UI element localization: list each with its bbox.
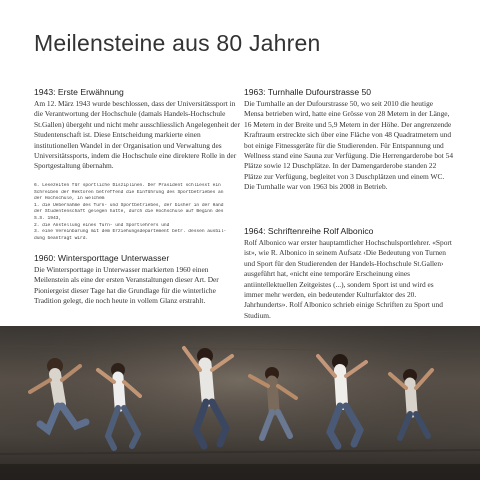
section-1943-erwaehnung: [34, 87, 240, 172]
section-body: Die Wintersporttage in Unterwasser markierten 1960 einen Meilenstein als eine der ersten Veranstaltungen dieser Art. Der Pioniergeist dieser Tage hat die Grundlage für die winterliche Tradition gelegt, die noch heute in vollem Glanz erstrahlt.: [34, 265, 219, 306]
typewriter-line: S.S. 1943,: [34, 215, 62, 221]
section-body: Am 12. März 1943 wurde beschlossen, dass der Universitätssport in die Verantwortung der Hochschule (damals Handels-Hochschule St.Gallen) übergeht und nicht mehr ausschliesslich Angelegenheit der Studentenschaft ist. Diese Entscheidung markierte einen institutionellen Wandel in der Organisation und Verwaltung des Universitätssports, indem die Hochschule eine direktere Rolle in der Sportgestaltung übernahm.: [34, 99, 240, 171]
typewriter-line: dung beantragt wird.: [34, 235, 89, 241]
photo-illustration: [0, 326, 480, 480]
section-1963-turnhalle: [244, 87, 454, 193]
typewriter-line: 3. eine Vereinbarung mit dem Erziehungsdepartement betr. dessen ausbil-: [34, 229, 227, 235]
typewriter-line: der Hochschule, in welchem: [34, 196, 105, 202]
section-title: 1964: Schriftenreihe Rolf Albonico: [244, 226, 374, 236]
typewriter-line: der Studentenschaft gelegen hatte, durch die Hochschule auf Beginn des: [34, 209, 224, 215]
section-1960-wintersporttage: [34, 253, 240, 307]
typewriter-line: Schreiben der Rektoren betreffend die Einführung des Sportbetriebes an: [34, 189, 224, 195]
typewriter-line: 6. Lesezeiten für sportliche Disziplinen. Der Präsident schliesst ein: [34, 183, 221, 188]
section-1964-schriftenreihe: [244, 226, 454, 321]
typewriter-line: 1. die Uebernahme des Turn- und Sportbetriebes, der bisher in der Hand: [34, 202, 224, 208]
section-title: 1963: Turnhalle Dufourstrasse 50: [244, 87, 372, 97]
section-title: 1960: Wintersporttage Unterwasser: [34, 253, 170, 263]
typewriter-line: 2. die Anstellung eines Turn- und Sportlehrers und: [34, 222, 170, 228]
section-body: Die Turnhalle an der Dufourstrasse 50, wo seit 2010 die heutige Mensa betrieben wird, hatte eine Grösse von 28 Metern in der Länge, 16 Metern in der Breite und 5,9 Metern in der Höhe. Der angrenzende Kraftraum erstreckte sich über eine Fläche von 48 Quadratmetern und bot einige Fitnessgeräte für die Studierenden. Für Entspannung und Wellness stand eine Sauna zur Verfügung. Die Herrengarderobe bot 54 Plätze sowie 12 Duschplätze. In der Damengarderobe standen 22 Plätze zur Verfügung, begleitet von 3 Duschplätzen und einem WC. Die Turnhalle war von 1963 bis 2008 in Betrieb.: [244, 99, 454, 192]
section-body: Rolf Albonico war erster hauptamtlicher Hochschulsportlehrer. «Sport ist», wie R. Albonico in seinem Aufsatz ‹Die Bedeutung von Turnen und Sport für den Studierenden der Handels-Hochschule St.Gallen› ausgeführt hat, «nicht eine temporäre Erscheinung eines antiintellektuellen Zeitgeistes (...), sondern Sport ist und wird es immer mehr werden, ein bedeutender Kulturfaktor des 20. Jahrhunderts». Rolf Albonico schrieb einige Schriften zu Sport und Studium.: [244, 238, 452, 320]
typewriter-document-excerpt: [34, 183, 238, 245]
page-title: Meilensteine aus 80 Jahren: [34, 30, 321, 56]
section-title: 1943: Erste Erwähnung: [34, 87, 124, 97]
jumping-students-photo: [0, 326, 480, 480]
